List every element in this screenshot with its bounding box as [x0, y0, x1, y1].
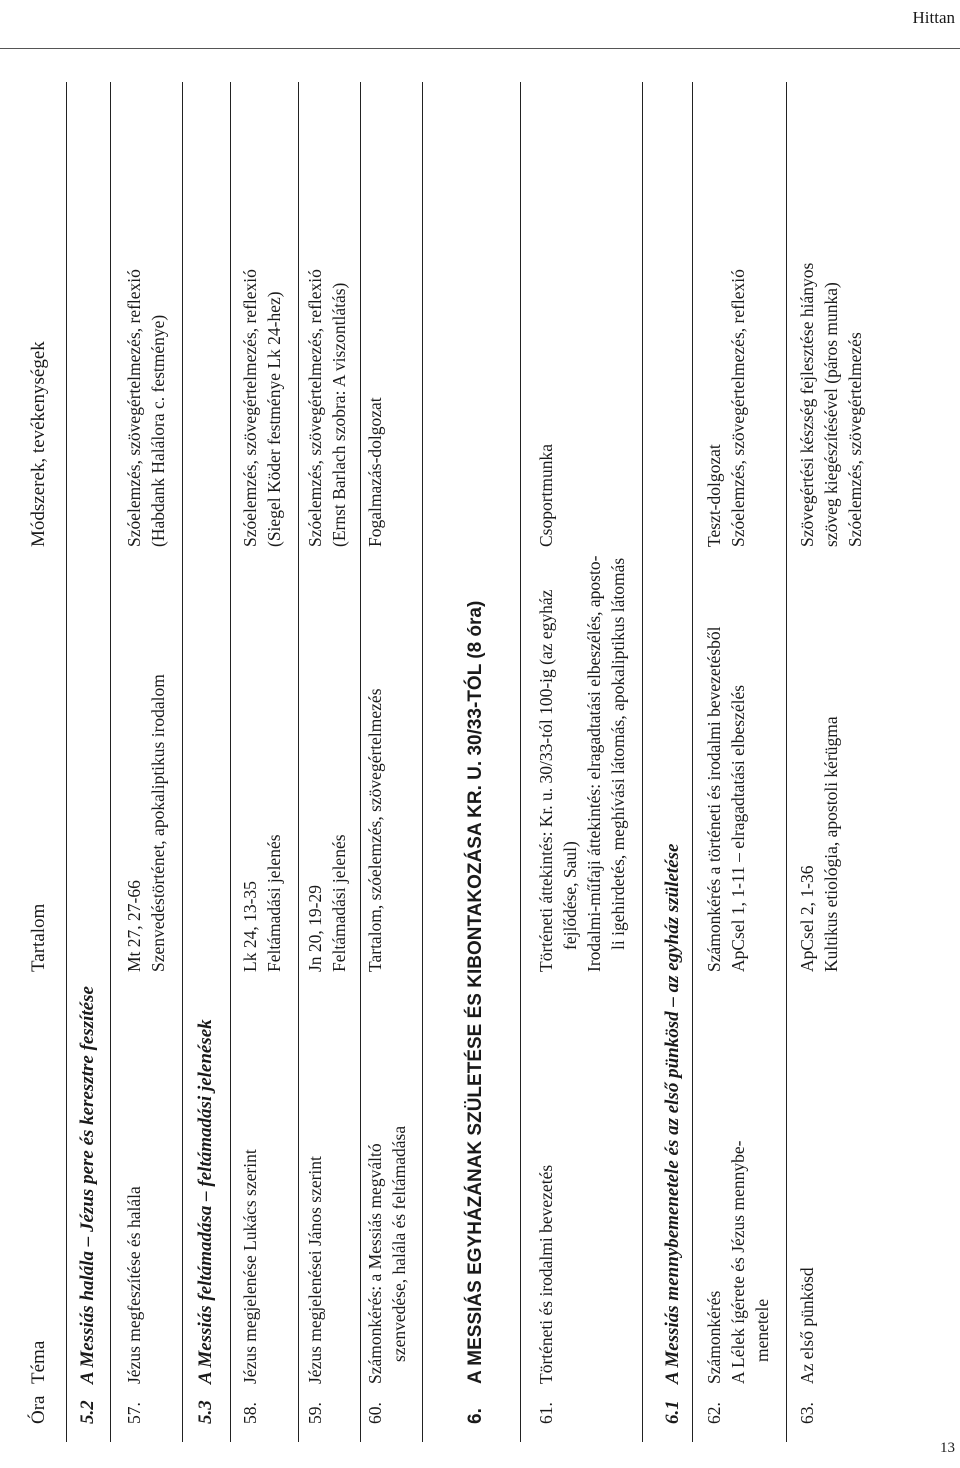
row-tema: A Lélek ígérete és Jézus mennybe- — [728, 1140, 748, 1384]
row-ora: 57. — [124, 1402, 144, 1424]
row-tartalom: Mt 27, 27-66 — [124, 880, 144, 972]
row-tema: Az első pünkösd — [797, 1267, 817, 1384]
rule — [360, 82, 361, 1442]
row-ora: 62. — [704, 1402, 724, 1424]
col-header-tartalom: Tartalom — [28, 903, 49, 972]
col-header-modszerek: Módszerek, tevékenységek — [28, 341, 49, 547]
row-tema: szenvedése, halála és feltámadása — [389, 1125, 409, 1362]
row-tartalom: Szenvedéstörténet, apokaliptikus irodalom — [148, 674, 168, 972]
row-modszerek: Szóelemzés, szövegértelmezés, reflexió — [728, 269, 748, 547]
row-modszerek: Szóelemzés, szövegértelmezés, reflexió — [240, 269, 260, 547]
row-tartalom: Lk 24, 13-35 — [240, 881, 260, 972]
rule — [642, 82, 643, 1442]
row-tema: Jézus megfeszítése és halála — [124, 1186, 144, 1384]
row-ora: 61. — [536, 1402, 556, 1424]
row-tartalom: Számonkérés a történeti és irodalmi bevezetésből — [704, 626, 724, 972]
col-header-tema: Téma — [28, 1340, 49, 1384]
section-number: 5.3 — [195, 1400, 216, 1424]
row-tema: Történeti és irodalmi bevezetés — [536, 1164, 556, 1384]
row-ora: 58. — [240, 1402, 260, 1424]
rule — [520, 82, 521, 1442]
row-modszerek: Teszt-dolgozat — [704, 444, 724, 547]
row-modszerek: Szövegértési készség fejlesztése hiányos — [797, 262, 817, 547]
page-number: 13 — [940, 1440, 955, 1456]
row-ora: 63. — [797, 1402, 817, 1424]
row-modszerek: (Habdank Halálora c. festménye) — [148, 314, 168, 547]
row-tartalom: fejlődése, Saul) — [560, 841, 580, 950]
rule — [298, 82, 299, 1442]
rule — [230, 82, 231, 1442]
row-tema: Számonkérés: a Messiás megváltó — [365, 1143, 385, 1384]
row-tartalom: Jn 20, 19-29 — [305, 884, 325, 972]
row-tartalom: Történeti áttekintés: Kr. u. 30/33-tól 100-ig (az egyház — [536, 589, 556, 972]
row-tartalom: Feltámadási jelenés — [329, 834, 349, 972]
rule — [110, 82, 111, 1442]
row-modszerek: Szóelemzés, szövegértelmezés — [845, 332, 865, 547]
rule — [66, 82, 67, 1442]
row-modszerek: (Ernst Barlach szobra: A viszontlátás) — [329, 282, 349, 547]
row-tartalom: ApCsel 1, 1-11 – elragadtatási elbeszélés — [728, 684, 748, 972]
rule — [786, 82, 787, 1442]
header-rule — [0, 48, 960, 49]
row-modszerek: (Siegel Köder festménye Lk 24-hez) — [264, 291, 284, 547]
rule — [182, 82, 183, 1442]
col-header-ora: Óra — [28, 1395, 49, 1424]
row-tartalom: ApCsel 2, 1-36 — [797, 865, 817, 972]
header-title: Hittan — [912, 8, 955, 27]
rotated-table — [12, 62, 892, 1442]
rule — [692, 82, 693, 1442]
row-modszerek: szöveg kiegészítésével (páros munka) — [821, 282, 841, 547]
row-tema: Jézus megjelenése Lukács szerint — [240, 1149, 260, 1384]
row-tema: menetele — [752, 1298, 772, 1362]
row-tema: Számonkérés — [704, 1290, 724, 1384]
row-tartalom: Kultikus etiológia, apostoli kérügma — [821, 716, 841, 972]
rule — [422, 82, 423, 1442]
section-number: 6.1 — [662, 1400, 683, 1424]
row-ora: 59. — [305, 1402, 325, 1424]
row-modszerek: Fogalmazás-dolgozat — [365, 397, 385, 547]
row-tema: Jézus megjelenései János szerint — [305, 1156, 325, 1384]
row-modszerek: Szóelemzés, szövegértelmezés, reflexió — [305, 269, 325, 547]
section-number: 5.2 — [77, 1400, 98, 1424]
chapter-number: 6. — [465, 1408, 486, 1424]
row-tartalom: Tartalom, szóelemzés, szövegértelmezés — [365, 688, 385, 972]
row-modszerek: Csoportmunka — [536, 443, 556, 547]
row-tartalom: li igehirdetés, meghívási látomás, apokaliptikus látomás — [608, 557, 628, 950]
row-modszerek: Szóelemzés, szövegértelmezés, reflexió — [124, 269, 144, 547]
section-title: A Messiás mennybemenetele és az első pünkösd – az egyház születése — [662, 843, 683, 1384]
section-title: A Messiás feltámadása – feltámadási jelenések — [195, 1019, 216, 1384]
chapter-title: A MESSIÁS EGYHÁZÁNAK SZÜLETÉSE ÉS KIBONTAKOZÁSA KR. U. 30/33-TÓL (8 óra) — [465, 600, 486, 1384]
row-tartalom: Feltámadási jelenés — [264, 834, 284, 972]
row-tartalom: Irodalmi-műfaji áttekintés: elragadtatási elbeszélés, aposto- — [584, 555, 604, 972]
row-ora: 60. — [365, 1402, 385, 1424]
section-title: A Messiás halála – Jézus pere és keresztre feszítése — [77, 986, 98, 1384]
